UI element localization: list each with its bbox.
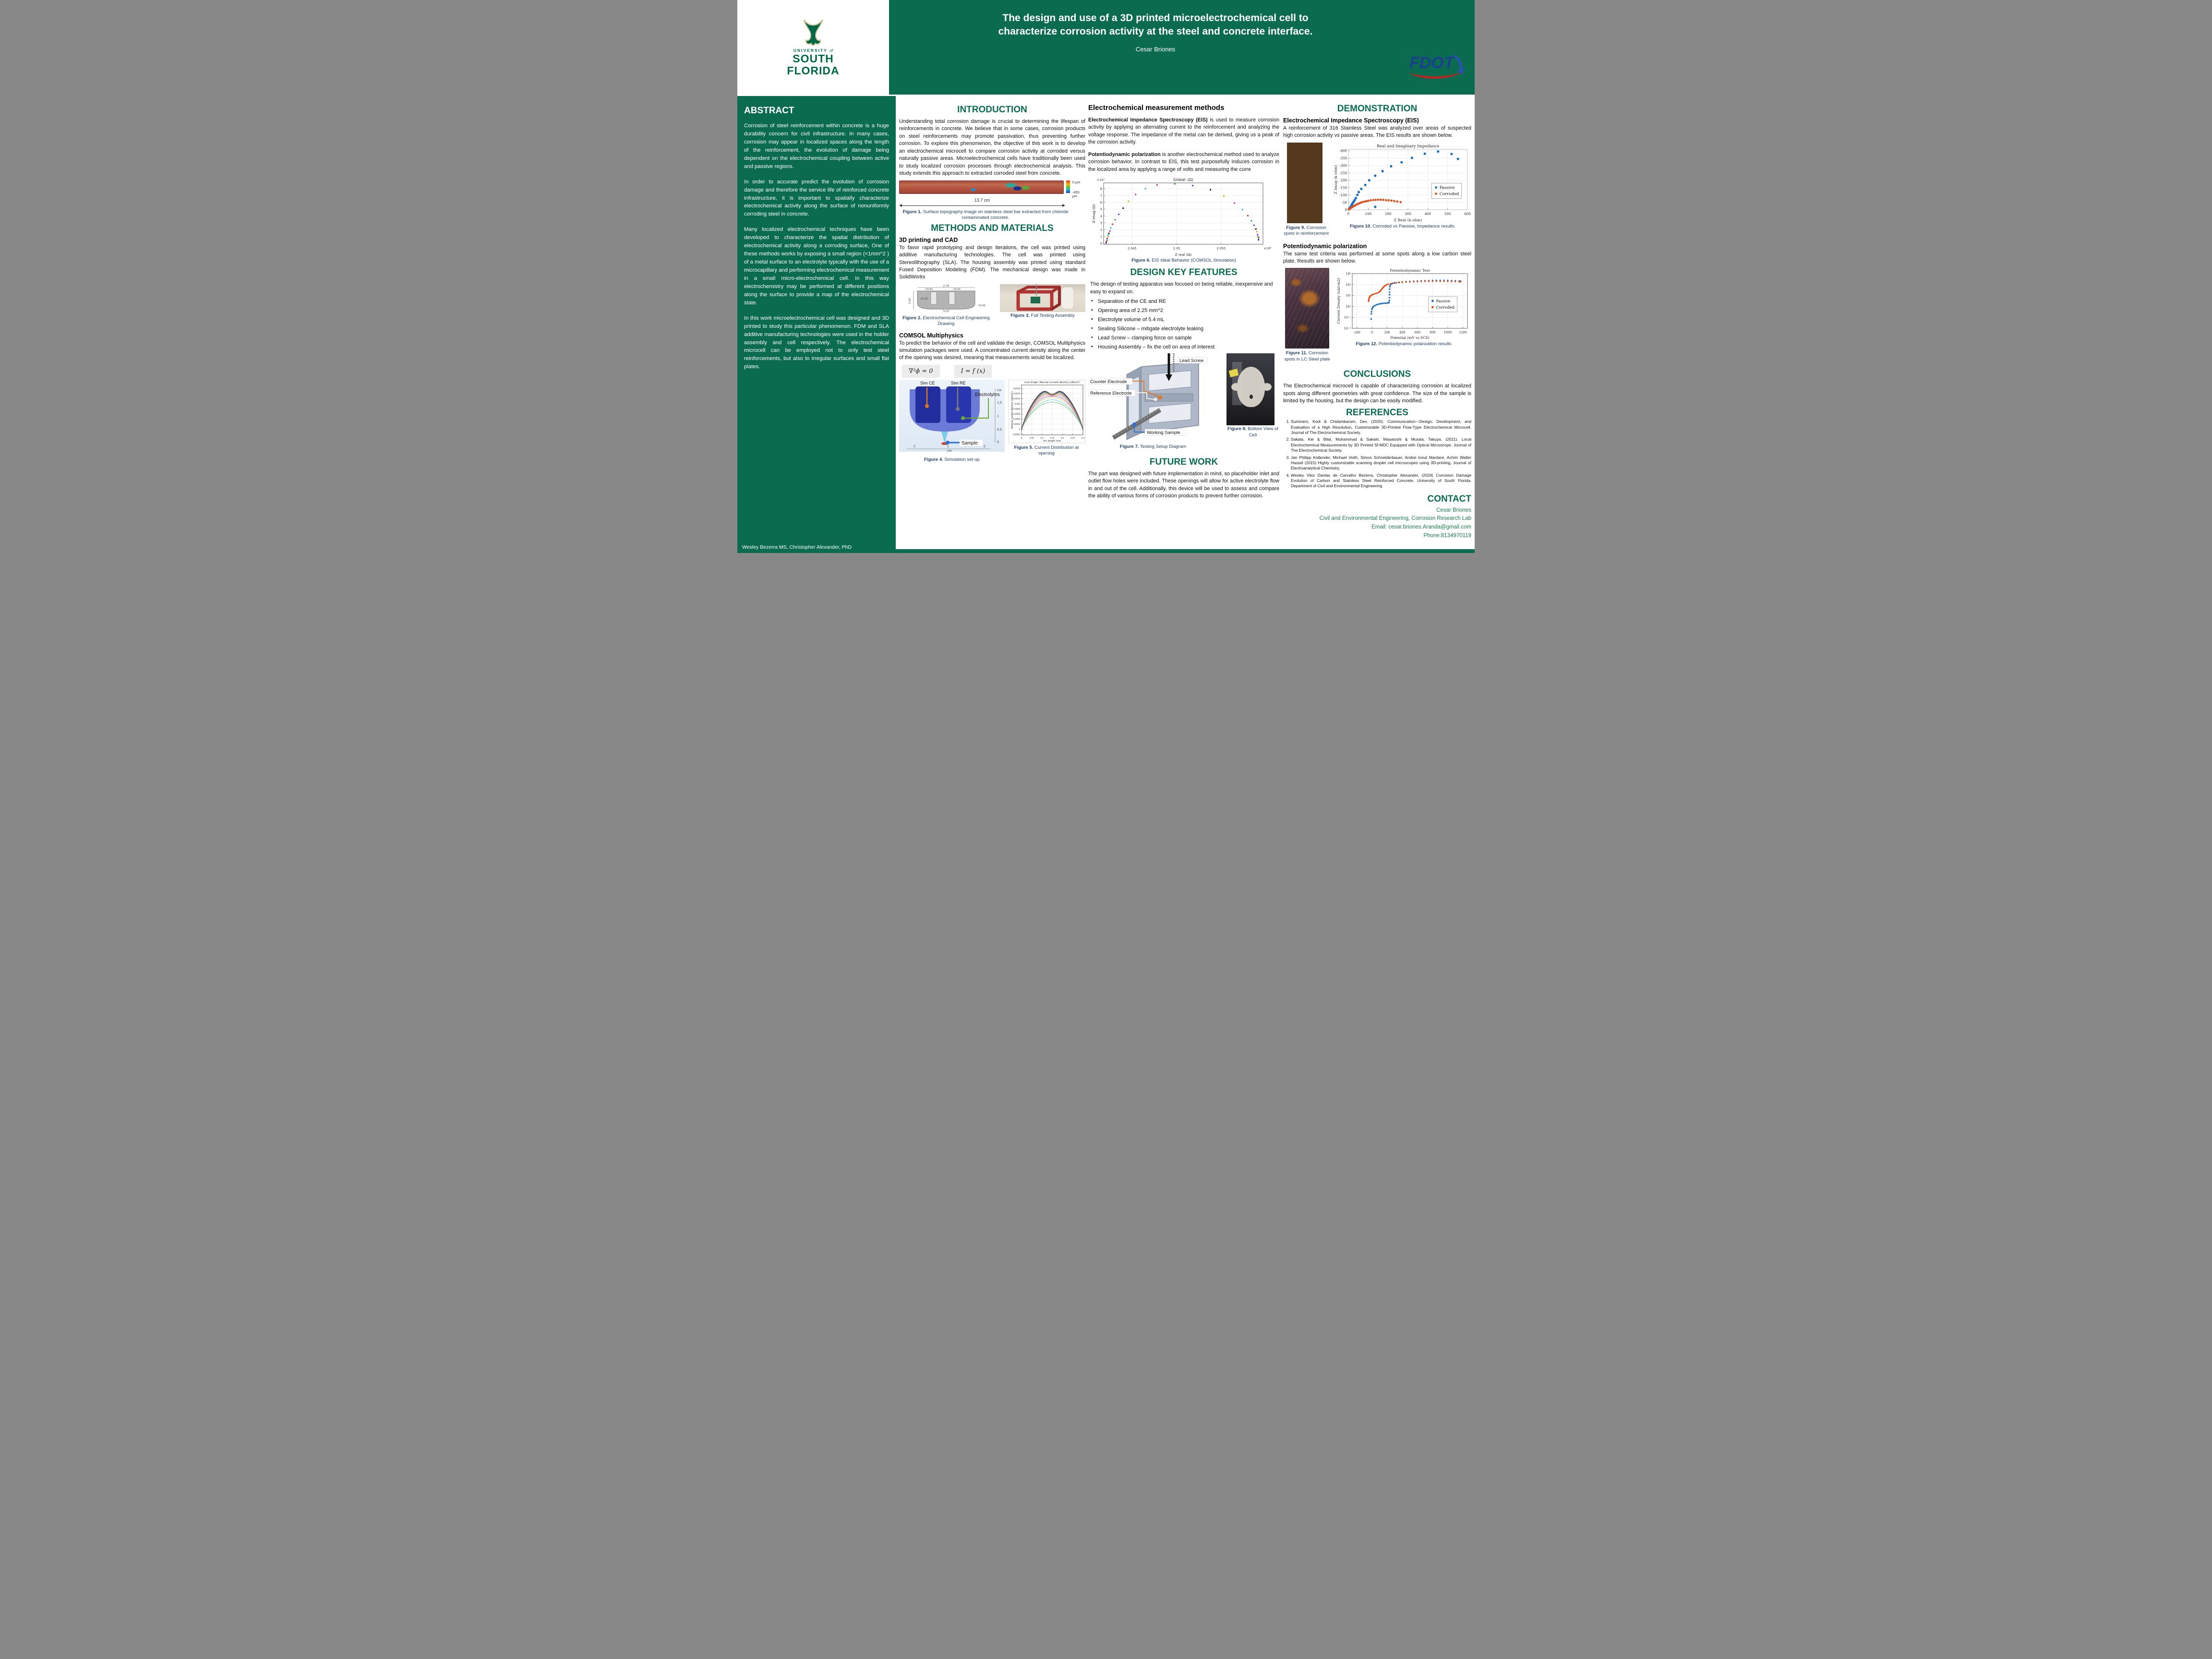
figure6-caption-text: EIS Ideal Behavior (COMSOL Simulation) xyxy=(1150,258,1236,264)
fdot-logo-icon xyxy=(1406,48,1468,86)
svg-text:2.40: 2.40 xyxy=(909,298,912,304)
methods-paragraph-2: To predict the behavior of the cell and validate the design, COMSOL Multiphysics simulation packages were used. A concentrated current density along the center of the opening was desired, meaning that measurements would be localized. xyxy=(899,340,1085,361)
svg-text:0.2: 0.2 xyxy=(1061,436,1064,439)
svg-text:-200: -200 xyxy=(1339,179,1347,183)
figure8-cell-bottom-photo xyxy=(1226,353,1274,425)
svg-text:∅0.50: ∅0.50 xyxy=(978,304,986,307)
svg-text:200: 200 xyxy=(1384,212,1392,216)
svg-text:Z Imag (k ohm): Z Imag (k ohm) xyxy=(1334,165,1338,194)
svg-text:cm: cm xyxy=(947,449,952,452)
svg-text:2.05: 2.05 xyxy=(1173,246,1180,251)
figure12-caption-text: Potentiodynamic polarization results xyxy=(1377,341,1452,347)
figure11-steel-plate-photo xyxy=(1285,268,1329,349)
methods-sub2: COMSOL Multiphysics xyxy=(899,332,963,339)
svg-text:0.5: 0.5 xyxy=(997,428,1002,432)
svg-text:1000: 1000 xyxy=(1443,330,1452,335)
demonstration-paragraph-2: The same test criteria was performed at some spots along a low carbon steel plate. Results are shown below. xyxy=(1283,251,1471,264)
svg-text:-250: -250 xyxy=(1339,171,1347,175)
svg-text:1: 1 xyxy=(997,414,999,418)
figure7-caption-label: Figure 7. xyxy=(1119,444,1139,450)
svg-text:Real and Imaginary Impedance: Real and Imaginary Impedance xyxy=(1376,143,1440,148)
svg-text:Counter Electrode: Counter Electrode xyxy=(1090,379,1127,385)
methods-paragraph-1: To favor rapid prototyping and design iterations, the cell was printed using additive manufacturing technologies. The cell was printed using Stereolithography (SLA). The housing assembly was printed using standard Fused Deposition Modeling (FDM). The mechanical design was made in SolidWorks xyxy=(899,244,1085,280)
figure10-caption-label: Figure 10. xyxy=(1349,223,1371,229)
laplace-equation: ∇²ϕ = 0 xyxy=(902,365,940,378)
figure9-caption-label: Figure 9. xyxy=(1286,225,1305,230)
svg-text:-50: -50 xyxy=(1341,201,1347,205)
svg-text:Sample: Sample xyxy=(962,440,978,446)
co-authors: Wesley Bezerra MS, Christopher Alexander, PhD xyxy=(742,544,852,550)
figure9 xyxy=(1283,143,1329,239)
design-bullet-5: • Lead Screw – clamping force on sample xyxy=(1091,335,1279,341)
column-introduction-methods xyxy=(899,96,1085,465)
measurement-paragraph-2 xyxy=(1088,151,1279,173)
design-intro: The design of testing apparatus was focused on being reliable, inexpensive and easy to expand on. xyxy=(1090,281,1273,295)
column-demonstration xyxy=(1283,96,1471,541)
svg-text:2.055: 2.055 xyxy=(1216,246,1226,251)
svg-text:Lead Screw: Lead Screw xyxy=(1179,358,1204,364)
svg-text:0: 0 xyxy=(984,445,986,448)
usf-university-of: UNIVERSITY of xyxy=(793,48,833,53)
column-measurement-design xyxy=(1088,96,1279,503)
svg-text:200: 200 xyxy=(1384,330,1390,335)
figure5-caption-label: Figure 5. xyxy=(1014,445,1034,450)
author-name: Cesar Briones xyxy=(1135,45,1176,53)
svg-text:0.15: 0.15 xyxy=(1050,436,1055,439)
svg-text:-200: -200 xyxy=(1353,330,1360,335)
svg-text:-150: -150 xyxy=(1339,186,1347,190)
svg-text:Electrolytes: Electrolytes xyxy=(975,392,1000,397)
svg-text:6: 6 xyxy=(1100,201,1102,205)
svg-text:0: 0 xyxy=(1021,436,1022,439)
figure2 xyxy=(899,284,993,329)
svg-text:∅0.50: ∅0.50 xyxy=(920,297,928,301)
header-band xyxy=(889,0,1475,95)
svg-text:10⁻²: 10⁻² xyxy=(1344,316,1351,320)
svg-text:Sim CE: Sim CE xyxy=(920,380,935,385)
figure2-caption-label: Figure 2. xyxy=(902,315,922,321)
svg-text:Corroded: Corroded xyxy=(1436,305,1455,310)
methods-heading: METHODS AND MATERIALS xyxy=(931,223,1054,233)
figure1-scale-top-label: 0 μm xyxy=(1072,180,1081,184)
figure6-caption-label: Figure 6. xyxy=(1131,258,1151,264)
svg-text:cm: cm xyxy=(997,388,1002,392)
svg-text:0.05: 0.05 xyxy=(1029,436,1034,439)
figure12-caption xyxy=(1336,341,1471,347)
conclusions-body: The Electrochemical microcell is capable of characterizing corrosion at localized spots along different geometries with great confidence. The size of the sample is limited by the housing, but the design can be easily modified. xyxy=(1283,383,1471,404)
figure7-testing-setup-diagram xyxy=(1088,353,1218,441)
svg-text:Current Density (uA/cm2): Current Density (uA/cm2) xyxy=(1336,278,1341,325)
svg-text:0.1: 0.1 xyxy=(1040,436,1044,439)
svg-text:10⁴: 10⁴ xyxy=(1346,283,1351,287)
demonstration-sub1: Electrochemical Impedance Spectroscopy (EIS) xyxy=(1283,117,1419,124)
introduction-body: Understanding total corrosion damage is crucial to determining the lifespan of reinforcements in concrete. We believe that in some cases, corrosion products on steel reinforcements may promote passivation, thus preventing further corrosion. To explore this phenomenon, the objective of this work is to develop an electrochemical microcell to compare corrosion activity at corroded versus naturally passive areas. Microelectrochemical cells have traditionally been used to study localized corrosion processes through electrochemical analysis. This study extends this approach to extracted corroded steel from concrete. xyxy=(899,119,1085,177)
figure1-color-scale xyxy=(1066,180,1070,193)
svg-text:Potentiodynamic Test: Potentiodynamic Test xyxy=(1390,268,1430,273)
figure12 xyxy=(1336,268,1471,349)
svg-text:400: 400 xyxy=(1424,212,1431,216)
references-list xyxy=(1283,419,1471,489)
svg-text:0.15: 0.15 xyxy=(943,310,949,312)
svg-text:2.70: 2.70 xyxy=(943,284,950,288)
figure6-eis-ideal-chart xyxy=(1091,176,1275,257)
abstract-paragraph-3: Many localized electrochemical techniques have been developed to characterize the spatial distribution of electrochemical activity along a corroding surface, One of these methods works by exposing a small region (<1mm^2 ) of a metal surface to an electrolyte typically with the use of a microcapillary and performing electrochemical measurement in a small micro-electrochemical cell. In this way electrochemistry may be performed at different positions along the surface to provide a map of the electrochemical state. xyxy=(744,227,889,306)
figure11 xyxy=(1283,268,1331,364)
figure5-caption-text: Current Distribution at opening xyxy=(1033,445,1079,457)
svg-text:2: 2 xyxy=(1100,228,1102,232)
svg-text:0: 0 xyxy=(1345,208,1347,212)
figure4-simulation-image xyxy=(899,380,1005,452)
design-bullet-2: • Opening area of 2.25 mm^2 xyxy=(1091,308,1279,313)
figure3-caption-label: Figure 3. xyxy=(1010,313,1030,318)
svg-text:Potential (mV vs SCE): Potential (mV vs SCE) xyxy=(1390,336,1430,340)
svg-text:0.0008: 0.0008 xyxy=(1013,408,1020,410)
future-work-body: The part was designed with future implementation in mind, so placeholder inlet and outlet flow holes were included. These openings will allow for active electrolyte flow in and out of the cell. Additionally, this device will be used to assess and compare the ability of various forms of corrosion products to prevent further corrosion. xyxy=(1088,470,1279,499)
figure7 xyxy=(1088,353,1218,452)
svg-text:-0.0002: -0.0002 xyxy=(1012,433,1020,436)
potentiodynamic-text: is another electrochemical method used to analyze corrosion behavior. In contrast to EIS, this test purposefully induces corrosion in the localized area by applying a range of volts and measuring the curre xyxy=(1088,151,1279,172)
svg-text:-100: -100 xyxy=(1339,193,1347,197)
contact-email: Email: cesar.briones.Aranda@gmail.com xyxy=(1371,524,1471,530)
measurement-paragraph-1 xyxy=(1088,117,1279,146)
svg-text:10⁻⁴: 10⁻⁴ xyxy=(1344,326,1351,331)
svg-text:0.0014: 0.0014 xyxy=(1013,392,1020,395)
contact-phone: Phone:8134970119 xyxy=(1423,533,1471,539)
figure12-potentiodynamic-chart xyxy=(1336,268,1471,340)
svg-text:0: 0 xyxy=(1370,330,1373,335)
title-line-1: The design and use of a 3D printed microelectrochemical cell to xyxy=(1002,12,1309,24)
svg-text:Z imag (Ω): Z imag (Ω) xyxy=(1092,204,1096,223)
eis-text: is used to measure corrosion activity by applying an alternating current to the reinforcement and analyzing the voltage response. The impedance of the metal can be derived, giving us a peak of the corrosion activity. xyxy=(1088,117,1280,145)
figure8-caption-text: Bottom View of Cell xyxy=(1246,426,1278,438)
svg-text:100: 100 xyxy=(1365,212,1372,216)
figure12-caption-label: Figure 12. xyxy=(1356,341,1378,347)
contact-org: Civil and Environmental Engineering, Corrosion Research Lab xyxy=(1319,516,1471,522)
svg-text:0: 0 xyxy=(1100,241,1102,246)
svg-text:Global: (Ω): Global: (Ω) xyxy=(1173,178,1193,182)
figure1 xyxy=(899,180,1085,221)
usf-bull-icon xyxy=(801,18,826,46)
reference-1: 1. Summers, Kodi & Chidambaram, Dev. (2020). Communication—Design, Development, and Evaluation of a High Resolution, Customizable 3D-Printed Flow-Type Electrochemical Microcell. Journal of The Electrochemical Society. xyxy=(1291,419,1471,435)
future-work-heading: FUTURE WORK xyxy=(1149,457,1218,467)
poster-header xyxy=(737,0,1475,95)
references-heading: REFERENCES xyxy=(1346,408,1408,418)
potentiodynamic-bold-lead: Potentiodynamic polarization xyxy=(1088,151,1161,157)
svg-text:×10⁵: ×10⁵ xyxy=(1096,178,1105,182)
svg-text:Line Graph: Normal current den: Line Graph: Normal current density (uA/cm²) xyxy=(1024,381,1080,384)
svg-text:3: 3 xyxy=(1100,221,1102,225)
svg-text:1: 1 xyxy=(947,445,949,448)
figure1-length-label: 13.7 cm xyxy=(974,198,990,203)
contact-heading: CONTACT xyxy=(1427,493,1471,504)
demonstration-sub2: Potentiodynamic polarization xyxy=(1283,242,1367,250)
poster-title xyxy=(889,0,1475,39)
reference-3: 3. Jan Philipp Kollender, Michael Voith, Simon Schneiderbauer, Andrei Ionut Mardare, Achim Walter Hassel (2015) Highly customizable scanning droplet cell microscopes using 3D-printing, Journal of Electroanalytical Chemistry. xyxy=(1291,455,1471,471)
usf-south: SOUTH xyxy=(793,52,834,65)
svg-text:1200: 1200 xyxy=(1459,330,1467,335)
svg-text:0.0004: 0.0004 xyxy=(1013,418,1020,421)
abstract-paragraph-2: In order to accurate predict the evolution of corrosion damage and therefore the service life of reinforced concrete infrastructure, it is important to spatially characterize electrochemical activity along the surface of nonuniformly corroding steel in concrete. xyxy=(744,179,889,217)
svg-text:∅0.60: ∅0.60 xyxy=(925,288,933,291)
figure4-caption-label: Figure 4. xyxy=(924,457,943,462)
svg-text:400: 400 xyxy=(1399,330,1406,335)
figure7-caption xyxy=(1088,444,1218,450)
abstract-paragraph-4: In this work microelectrochemical cell was designed and 3D printed to study this particular phenomenon. FDM and SLA additive manufacturing technologies were used in the holder assembly and cell respectively. The electrochemical microcell can be employed not to only test steel reinforcements, but also to irregular surfaces and small flat plates. xyxy=(744,315,889,370)
svg-text:1: 1 xyxy=(1100,235,1102,239)
figure3 xyxy=(1000,284,1085,321)
figure1-scale-bottom-label: -455 μm xyxy=(1072,190,1080,198)
figure10-impedance-chart xyxy=(1333,143,1471,222)
svg-text:0.001: 0.001 xyxy=(1014,402,1020,405)
research-poster xyxy=(737,0,1475,553)
svg-text:FDOT: FDOT xyxy=(1409,54,1454,72)
contact-name: Cesar Briones xyxy=(1436,507,1471,513)
svg-text:0.0012: 0.0012 xyxy=(1013,397,1020,400)
svg-text:800: 800 xyxy=(1430,330,1436,335)
figure4-caption-text: Simulation set-up xyxy=(943,457,980,462)
figure1-dimension-arrow xyxy=(899,204,1065,207)
reference-2: 2. Sakata, Kei & Bilal, Muhammad & Sakairi, Masatoshi & Murata, Takuya. (2021). Local Electrochemical Measurements by 3D Printed Sf-MDC Equipped with Optical Microscope. Journal of The Electrochemical Society. xyxy=(1291,437,1471,453)
figure2-caption-text: Electrochemical Cell Engineering Drawing xyxy=(921,315,990,327)
svg-text:Passive: Passive xyxy=(1436,299,1451,304)
svg-text:0: 0 xyxy=(997,440,999,444)
svg-text:0.0002: 0.0002 xyxy=(1013,423,1020,426)
svg-text:10⁶: 10⁶ xyxy=(1346,272,1351,276)
svg-text:Z Real (k ohm): Z Real (k ohm) xyxy=(1394,217,1422,222)
figure3-assembly-photo xyxy=(1000,284,1085,312)
svg-text:Passive: Passive xyxy=(1439,185,1455,191)
equations xyxy=(902,365,1085,378)
svg-text:7: 7 xyxy=(1100,193,1102,198)
figure5-current-distribution-chart xyxy=(1009,380,1085,443)
svg-text:2: 2 xyxy=(914,445,915,448)
demonstration-paragraph-1: A reinforcement of 316 Stainless Steel was analyzed over areas of suspected high corrosion activity vs passive areas. The EIS results are shown below. xyxy=(1283,125,1471,139)
svg-text:0: 0 xyxy=(1347,212,1350,216)
design-bullet-3: • Electrolyte volume of 5.4 mL xyxy=(1091,317,1279,323)
svg-text:10²: 10² xyxy=(1346,294,1351,298)
svg-text:Sim RE: Sim RE xyxy=(951,380,966,385)
figure9-caption-text: Corrosion spots in reinforcement xyxy=(1284,225,1329,237)
demonstration-heading: DEMONSTRATION xyxy=(1337,104,1418,114)
abstract-paragraph-1: Corrosion of steel reinforcement within concrete is a huge durability concern for civil infrastructure. In many cases, corrosion may appear in localized spaces along the length of the reinforcement, the evolution of damage being dependent on the electrochemical coupling between active and passive regions. xyxy=(744,123,889,169)
svg-text:0.0006: 0.0006 xyxy=(1013,412,1020,415)
figure7-caption-text: Testing Setup Diagram xyxy=(1139,444,1187,450)
svg-text:0.25: 0.25 xyxy=(1070,436,1075,439)
svg-text:Working Sample: Working Sample xyxy=(1147,430,1180,436)
figure1-caption-label: Figure 1. xyxy=(902,209,922,215)
figure5 xyxy=(1009,380,1085,459)
figure10 xyxy=(1333,143,1471,231)
svg-text:2.045: 2.045 xyxy=(1128,246,1137,251)
conclusions-heading: CONCLUSIONS xyxy=(1343,369,1411,380)
svg-text:Arc length (cm): Arc length (cm) xyxy=(1043,440,1061,443)
introduction-heading: INTRODUCTION xyxy=(957,105,1027,115)
usf-logo-block xyxy=(737,0,889,95)
svg-text:5: 5 xyxy=(1100,207,1102,212)
current-function-equation: I = f (x) xyxy=(954,365,992,378)
svg-text:4: 4 xyxy=(1100,214,1102,218)
figure11-caption-label: Figure 11. xyxy=(1286,350,1308,356)
eis-bold-lead: Electrochemical Impedance Spectroscopy (EIS) xyxy=(1088,117,1208,123)
svg-text:-300: -300 xyxy=(1339,164,1347,168)
svg-text:Normal current density (uA/cm²: Normal current density (uA/cm²) xyxy=(1011,391,1014,429)
svg-text:Corroded: Corroded xyxy=(1439,192,1459,197)
svg-text:-400: -400 xyxy=(1339,149,1347,153)
svg-text:300: 300 xyxy=(1405,212,1411,216)
design-bullet-1: • Separation of the CE and RE xyxy=(1091,299,1279,304)
figure4 xyxy=(899,380,1005,465)
figure10-caption xyxy=(1333,224,1471,229)
svg-text:Z real (Ω): Z real (Ω) xyxy=(1175,252,1192,257)
figure3-caption-text: Full Testing Assembly xyxy=(1029,313,1075,318)
figure3-cube-icon xyxy=(1000,284,1085,312)
figure10-caption-text: Corroded vs Passive, Impedance results xyxy=(1371,223,1455,229)
measurement-heading: Electrochemical measurement methods xyxy=(1088,104,1225,112)
design-bullet-6: • Housing Assembly – fix the cell on area of interest xyxy=(1091,344,1279,350)
svg-text:10⁰: 10⁰ xyxy=(1346,305,1351,309)
figure6-caption xyxy=(1088,258,1279,264)
usf-florida: FLORIDA xyxy=(787,64,840,77)
figure9-caption xyxy=(1283,225,1329,237)
svg-text:600: 600 xyxy=(1464,212,1471,216)
svg-text:0.3: 0.3 xyxy=(1081,436,1085,439)
svg-text:Reference Electrode: Reference Electrode xyxy=(1090,391,1132,397)
contact-block xyxy=(1283,506,1471,541)
figure8-caption xyxy=(1226,426,1279,438)
svg-text:0.0016: 0.0016 xyxy=(1013,387,1020,390)
figure8 xyxy=(1226,353,1279,440)
methods-sub1: 3D printing and CAD xyxy=(899,236,958,243)
figure2-engineering-drawing xyxy=(899,284,993,312)
reference-4: 4. Wesley Vitor Dantas de Carvalho Bezerra, Christopher Alexander, (2024) Corrosion Damage Evolution of Carbon and Stainless Steel Reinforced Concrete, University of South Florida, Department of Civil and Environmental Engineering xyxy=(1291,473,1471,489)
figure9-reinforcement-photo xyxy=(1287,143,1322,223)
design-bullet-list xyxy=(1088,299,1279,350)
svg-text:0: 0 xyxy=(1019,428,1020,431)
svg-text:×10⁸: ×10⁸ xyxy=(1263,246,1272,251)
svg-text:8: 8 xyxy=(1100,187,1102,191)
figure1-topography-image xyxy=(899,180,1064,194)
design-bullet-4: • Sealing Silicone – mitigate electrolyte leaking xyxy=(1091,326,1279,332)
figure1-caption-text: Surface topography image on stainless steel bar extracted from chloride contaminated concrete. xyxy=(922,209,1069,221)
abstract-heading: ABSTRACT xyxy=(744,106,794,116)
svg-text:1.5: 1.5 xyxy=(997,401,1002,405)
figure11-caption-text: Corrosion spots in LC Steel plate xyxy=(1284,350,1330,362)
figure11-caption xyxy=(1283,350,1331,362)
abstract-column xyxy=(737,96,896,553)
svg-text:-350: -350 xyxy=(1339,156,1347,160)
svg-text:500: 500 xyxy=(1444,212,1451,216)
fdot-logo xyxy=(1406,48,1468,86)
svg-text:∅0.60: ∅0.60 xyxy=(953,288,961,291)
title-line-2: characterize corrosion activity at the steel and concrete interface. xyxy=(998,26,1313,37)
design-heading: DESIGN KEY FEATURES xyxy=(1130,267,1238,278)
svg-text:600: 600 xyxy=(1414,330,1421,335)
figure8-caption-label: Figure 8. xyxy=(1227,426,1247,432)
bottom-bar xyxy=(896,549,1475,553)
